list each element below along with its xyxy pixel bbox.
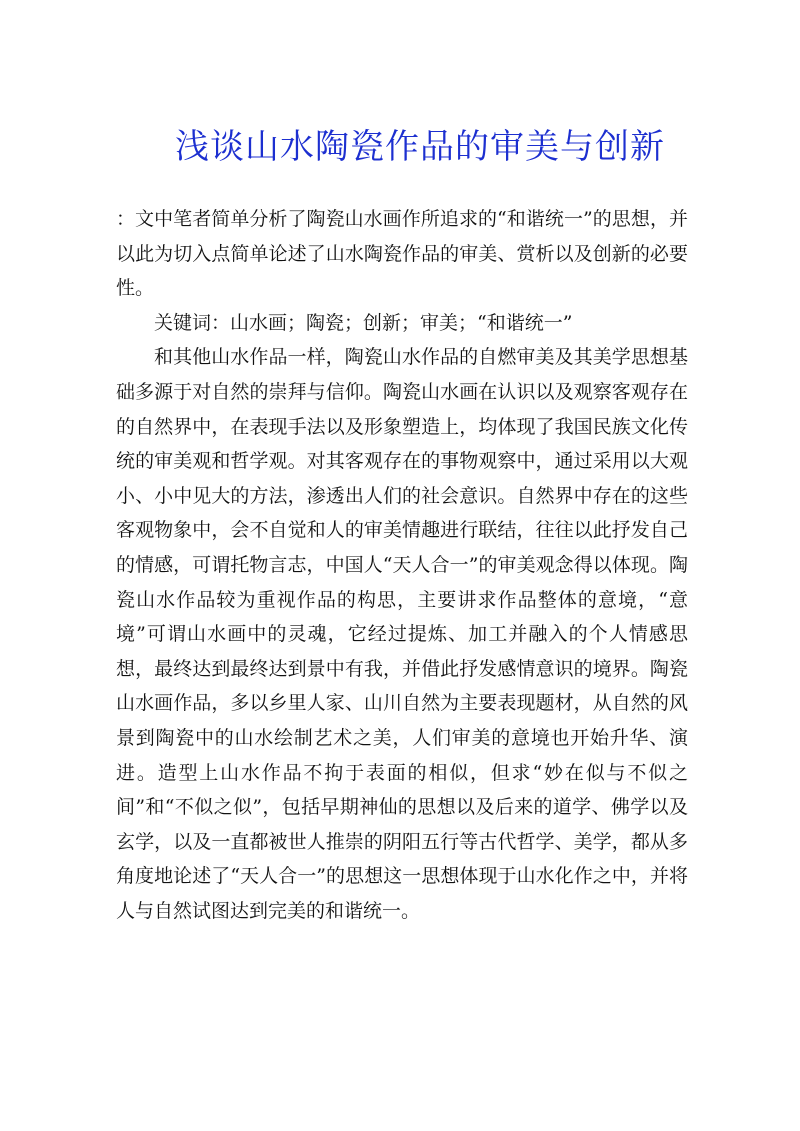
body-paragraph: 和其他山水作品一样，陶瓷山水作品的自燃审美及其美学思想基础多源于对自然的崇拜与信仰。陶瓷山水画在认识以及观察客观存在的自然界中，在表现手法以及形象塑造上，均体现了我国民族文化传统的审美观和哲学观。对其客观存在的事物观察中，通过采用以大观小、小中见大的方法，渗透出人们的社会意识。自然界中存在的这些客观物象中，会不自觉和人的审美情趣进行联结，往往以此抒发自己的情感，可谓托物言志，中国人“天人合一”的审美观念得以体现。陶瓷山水作品较为重视作品的构思，主要讲求作品整体的意境，“意境”可谓山水画中的灵魂，它经过提炼、加工并融入的个人情感思想，最终达到最终达到景中有我，并借此抒发感情意识的境界。陶瓷山水画作品，多以乡里人家、山川自然为主要表现题材，从自然的风景到陶瓷中的山水绘制艺术之美，人们审美的意境也开始升华、演进。造型上山水作品不拘于表面的相似，但求“妙在似与不似之间”和“不似之似”，包括早期神仙的思想以及后来的道学、佛学以及玄学，以及一直都被世人推崇的阴阳五行等古代哲学、美学，都从多角度地论述了“天人合一”的思想这一思想体现于山水化作之中，并将人与自然试图达到完美的和谐统一。: [116, 346, 688, 922]
document-title: 浅谈山水陶瓷作品的审美与创新: [175, 127, 665, 167]
abstract-paragraph: ：文中笔者简单分析了陶瓷山水画作所追求的“和谐统一”的思想，并以此为切入点简单论述了山水陶瓷作品的审美、赏析以及创新的必要性。: [116, 208, 688, 300]
document-body: [116, 202, 688, 928]
keywords-line: 关键词：山水画；陶瓷；创新；审美；“和谐统一”: [154, 311, 573, 334]
